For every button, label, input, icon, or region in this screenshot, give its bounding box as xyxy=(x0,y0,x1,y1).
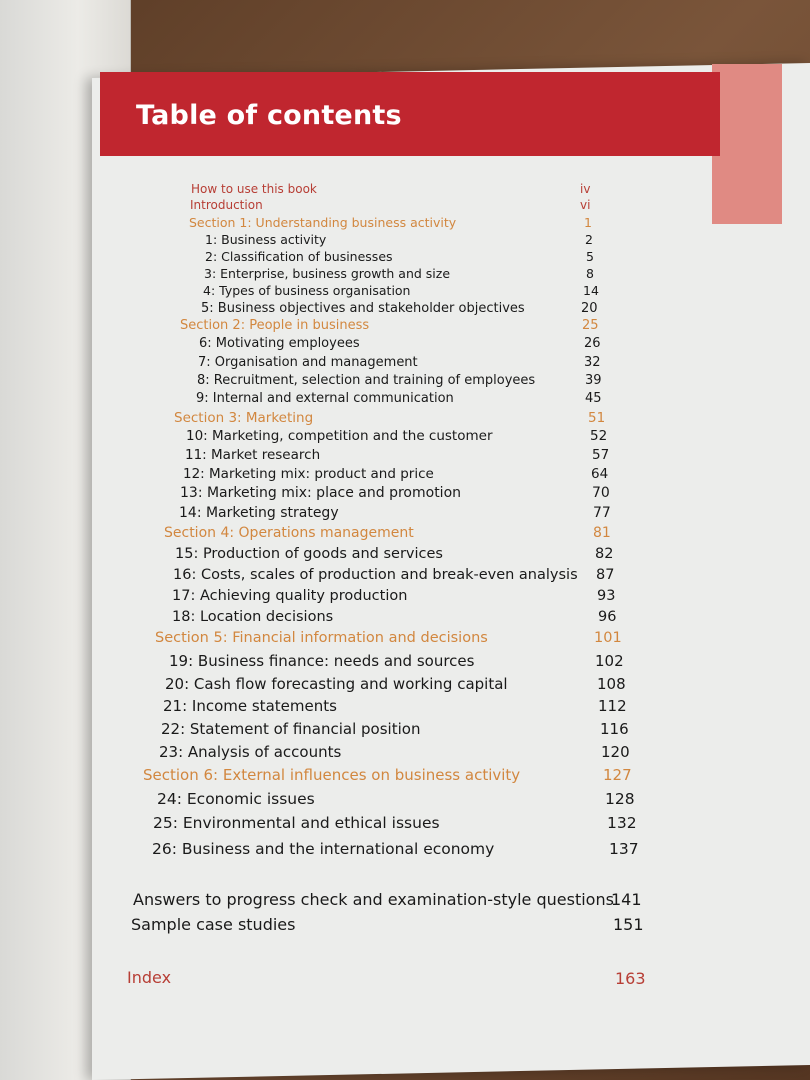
toc-entry: 21: Income statements xyxy=(163,696,337,715)
page-number: 137 xyxy=(609,840,639,859)
toc-entry: 17: Achieving quality production xyxy=(172,588,408,605)
page-number: 26 xyxy=(584,335,601,351)
page-number: 151 xyxy=(613,915,644,935)
toc-entry: 23: Analysis of accounts xyxy=(159,742,342,761)
toc-entry: 2: Classification of businesses xyxy=(205,249,393,265)
toc-entry: 3: Enterprise, business growth and size xyxy=(204,266,451,282)
toc-entry: 5: Business objectives and stakeholder objectives xyxy=(201,300,525,316)
page-number: vi xyxy=(580,198,591,213)
page-number: 112 xyxy=(598,696,627,715)
page-number: 2 xyxy=(585,232,593,248)
page-number: 82 xyxy=(595,546,614,563)
page-number: 51 xyxy=(588,409,606,426)
section-heading: Section 4: Operations management xyxy=(164,525,414,542)
section-heading: Section 1: Understanding business activity xyxy=(189,215,457,231)
toc-entry: 18: Location decisions xyxy=(172,609,334,626)
toc-entry: 20: Cash flow forecasting and working capital xyxy=(165,674,508,693)
section-heading: Section 5: Financial information and decisions xyxy=(155,630,488,647)
section-heading: Section 6: External influences on business activity xyxy=(143,765,521,784)
toc-entry: 16: Costs, scales of production and break-even analysis xyxy=(173,567,578,584)
page-number: 8 xyxy=(586,266,594,282)
page-number: 127 xyxy=(603,765,632,784)
page-number: 93 xyxy=(597,588,616,605)
page-number: 20 xyxy=(581,300,598,316)
toc-entry: 25: Environmental and ethical issues xyxy=(153,814,440,833)
page-number: 39 xyxy=(585,372,602,388)
page-number: iv xyxy=(580,182,591,197)
page-title: Table of contents xyxy=(136,100,402,131)
toc-entry: 6: Motivating employees xyxy=(199,335,360,351)
page-number: 14 xyxy=(583,283,599,299)
toc-entry: 13: Marketing mix: place and promotion xyxy=(180,485,462,502)
page-number: 57 xyxy=(592,446,610,463)
toc-entry: 1: Business activity xyxy=(205,232,327,248)
page-number: 101 xyxy=(594,630,622,647)
page-number: 25 xyxy=(582,317,599,333)
toc-entry: 15: Production of goods and services xyxy=(175,546,443,563)
page-number: 132 xyxy=(607,814,637,833)
toc-entry: 24: Economic issues xyxy=(157,790,315,809)
page-number: 5 xyxy=(586,249,594,265)
page-number: 70 xyxy=(592,485,610,502)
page-number: 102 xyxy=(595,651,624,670)
page-number: 1 xyxy=(584,215,592,231)
toc-entry: 22: Statement of financial position xyxy=(161,719,421,738)
toc-entry: 12: Marketing mix: product and price xyxy=(183,465,434,482)
page-number: 116 xyxy=(600,719,629,738)
section-heading: Section 3: Marketing xyxy=(174,409,314,426)
section-heading: Section 2: People in business xyxy=(180,317,370,333)
toc-entry: 9: Internal and external communication xyxy=(196,390,454,406)
toc-entry: Index xyxy=(127,968,172,988)
page-number: 77 xyxy=(593,505,611,522)
page-number: 128 xyxy=(605,790,635,809)
toc-entry: 10: Marketing, competition and the customer xyxy=(186,427,493,444)
toc-entry: 11: Market research xyxy=(185,446,321,463)
page-number: 45 xyxy=(585,390,602,406)
page-number: 52 xyxy=(590,427,608,444)
page-number: 32 xyxy=(584,354,601,370)
toc-entry: Answers to progress check and examination-style questions xyxy=(133,890,614,910)
toc-entry: Sample case studies xyxy=(131,915,296,935)
toc-entry: 14: Marketing strategy xyxy=(179,505,339,522)
toc-entry: 7: Organisation and management xyxy=(198,354,418,370)
page-number: 108 xyxy=(597,674,626,693)
page-number: 141 xyxy=(611,890,642,910)
toc-entry: 26: Business and the international economy xyxy=(152,840,495,859)
page-number: 64 xyxy=(591,465,609,482)
toc-entry: 4: Types of business organisation xyxy=(203,283,411,299)
toc-entry: 19: Business finance: needs and sources xyxy=(169,651,475,670)
page-number: 163 xyxy=(615,969,646,989)
toc-entry: How to use this book xyxy=(191,182,317,197)
page-number: 87 xyxy=(596,567,615,584)
page-number: 81 xyxy=(593,525,611,542)
toc-entry: 8: Recruitment, selection and training of employees xyxy=(197,372,536,388)
page-number: 120 xyxy=(601,742,630,761)
toc-entry: Introduction xyxy=(190,198,263,213)
page-number: 96 xyxy=(598,609,617,626)
